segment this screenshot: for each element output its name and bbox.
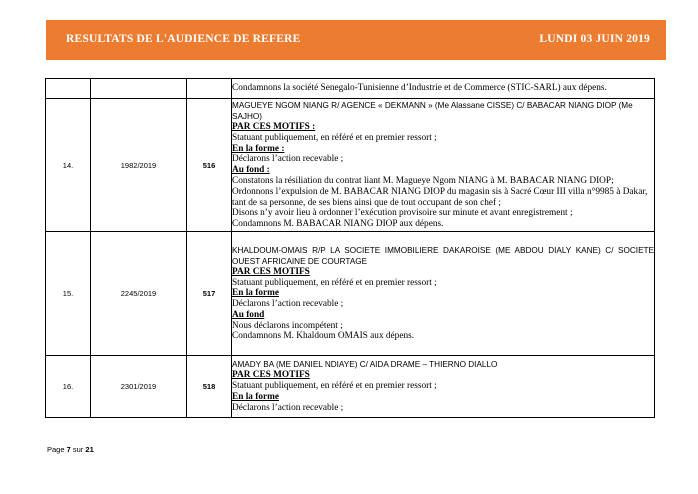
- section-heading: Au fond: [232, 309, 265, 320]
- case-parties: MAGUEYE NGOM NIANG R/ AGENCE « DEKMANN » (Me Alassane CISSE) C/ BABACAR NIANG DIOP (Me SAJHO): [232, 101, 633, 122]
- ruling-line: Statuant publiquement, en référé et en premier ressort ;: [232, 132, 437, 143]
- case-details: [232, 356, 655, 418]
- section-heading: PAR CES MOTIFS: [232, 266, 310, 277]
- ruling-line: Condamnons M. Khaldoum OMAIS aux dépens.: [232, 331, 415, 342]
- ruling-line: Condamnons M. BABACAR NIANG DIOP aux dépens.: [232, 219, 444, 230]
- header-banner: [46, 20, 666, 60]
- results-table: [45, 78, 655, 418]
- hearing-date: LUNDI 03 JUIN 2019: [539, 33, 650, 45]
- case-parties: AMADY BA (ME DANIEL NDIAYE) C/ AIDA DRAME – THIERNO DIALLO: [232, 360, 498, 370]
- ruling-line: Disons n’y avoir lieu à ordonner l’exécution provisoire sur minute et avant enregistrement ;: [232, 208, 573, 219]
- section-heading: PAR CES MOTIFS :: [232, 122, 316, 133]
- ruling-line: Statuant publiquement, en référé et en premier ressort ;: [232, 277, 437, 288]
- case-number: 14.: [46, 99, 91, 232]
- case-parties: KHALDOUM-OMAIS R/P LA SOCIETE IMMOBILIERE DAKAROISE (ME ABDOU DIALY KANE) C/ SOCIETE OUEST AFRICAINE DE COURTAGE: [232, 245, 654, 266]
- page-label: Page: [47, 445, 65, 454]
- page-title: RESULTATS DE L'AUDIENCE DE REFERE: [66, 33, 301, 45]
- ruling-line: Déclarons l’action recevable ;: [232, 154, 344, 165]
- continuation-text: Condamnons la société Senegalo-Tunisienne d’Industrie et de Commerce (STIC-SARL) aux dépens.: [232, 79, 655, 99]
- table-row: [46, 356, 655, 418]
- section-heading: En la forme: [232, 392, 279, 402]
- case-number: 16.: [46, 356, 91, 418]
- ruling-line: Nous déclarons incompétent ;: [232, 320, 343, 331]
- section-heading: En la forme: [232, 288, 279, 299]
- of-label: sur: [72, 445, 84, 454]
- ruling-line: Statuant publiquement, en référé et en premier ressort ;: [232, 381, 437, 392]
- decision-number: 518: [187, 356, 232, 418]
- decision-number: 516: [187, 99, 232, 232]
- section-heading: Au fond :: [232, 165, 270, 176]
- ruling-line: Constatons la résiliation du contrat liant M. Magueye Ngom NIANG à M. BABACAR NIANG DIOP;: [232, 176, 614, 186]
- case-number-cell: [46, 79, 91, 99]
- page-footer: [47, 445, 94, 454]
- role-number: 2301/2019: [91, 356, 187, 418]
- ruling-line: Ordonnons l’expulsion de M. BABACAR NIANG DIOP du magasin sis à Sacré Cœur III villa n°9985 à Dakar, tant de sa personne, de ses biens ainsi que de tout occupant de son chef ;: [232, 186, 648, 208]
- role-number: 1982/2019: [91, 99, 187, 232]
- ruling-line: Déclarons l’action recevable ;: [232, 402, 344, 413]
- table-row: [46, 232, 655, 356]
- ruling-line: Déclarons l’action recevable ;: [232, 299, 344, 310]
- decision-number: 517: [187, 232, 232, 356]
- role-number-cell: [91, 79, 187, 99]
- table-row: [46, 79, 655, 99]
- page-total: 21: [85, 445, 94, 454]
- section-heading: En la forme :: [232, 143, 285, 154]
- case-details: [232, 232, 655, 356]
- decision-number-cell: [187, 79, 232, 99]
- table-row: [46, 99, 655, 232]
- role-number: 2245/2019: [91, 232, 187, 356]
- page-current: 7: [66, 445, 71, 454]
- section-heading: PAR CES MOTIFS: [232, 370, 310, 381]
- case-details: [232, 99, 655, 232]
- case-number: 15.: [46, 232, 91, 356]
